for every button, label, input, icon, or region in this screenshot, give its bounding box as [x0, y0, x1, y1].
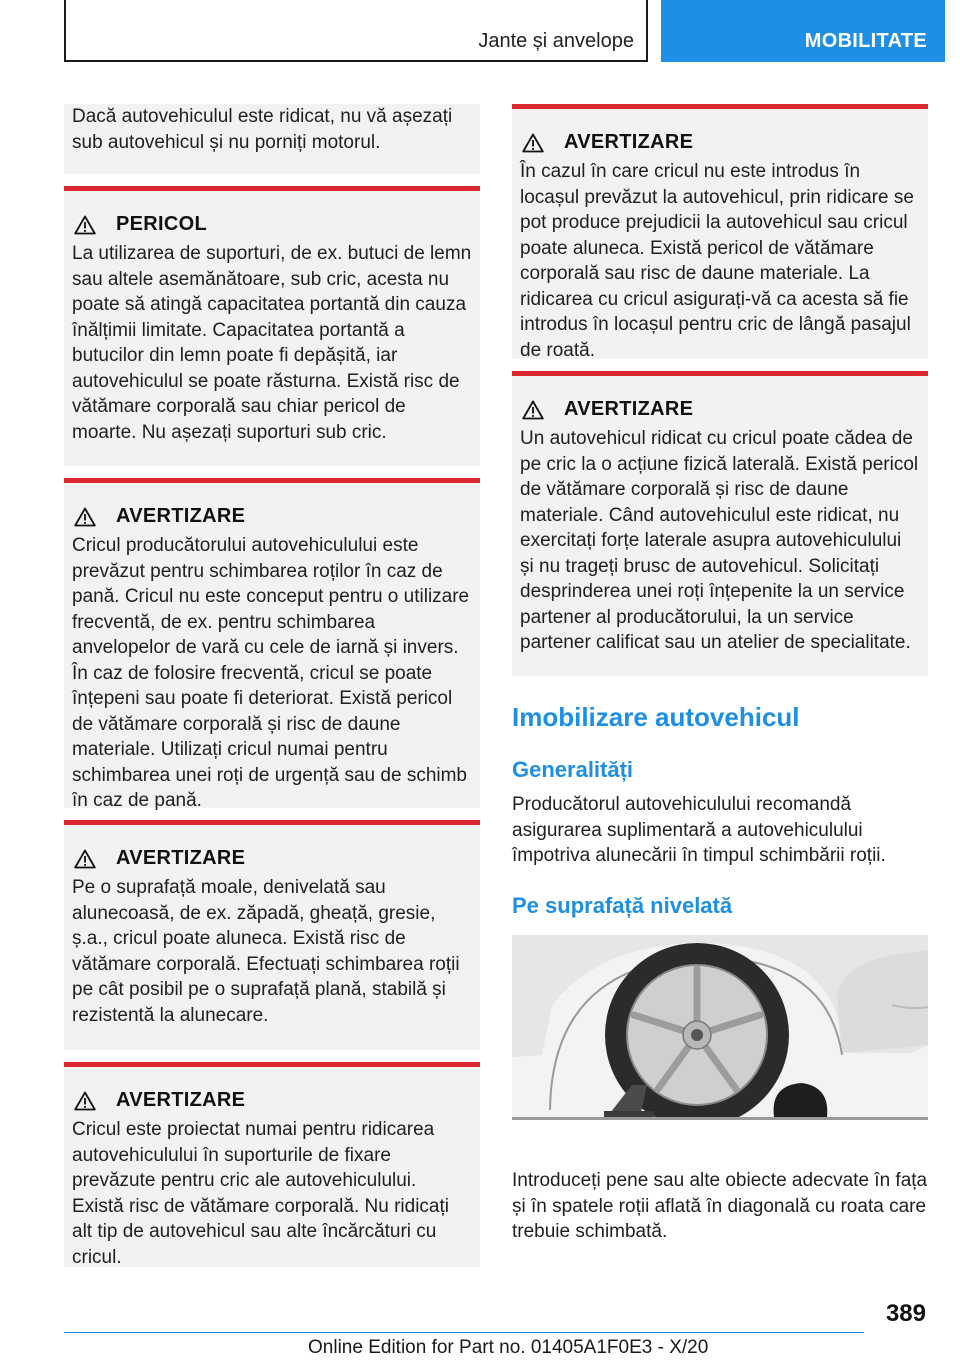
chock-instructions: Introduceți pene sau alte obiecte adecvate în fața și în spatele roții aflată în diagonală cu roata care trebuie schimbată. [512, 1170, 928, 1242]
chapter-title: MOBILITATE [804, 30, 927, 52]
subheading-general: Generalități [512, 757, 634, 782]
box-title-label: AVERTIZARE [116, 505, 246, 527]
section-heading: Imobilizare autovehicul [512, 702, 800, 732]
general-paragraph: Producătorul autovehiculului recomandă asigurarea suplimentară a autovehiculului împotriva alunecării în timpul schimbării roții. [512, 794, 886, 866]
section-title: Jante și anvelope [478, 30, 634, 52]
wheel-chock-illustration [512, 935, 928, 1120]
box-title-label: AVERTIZARE [564, 398, 694, 420]
warning-text: Cricul producătorului autovehiculului este prevăzut pentru schimbarea roților în caz de pană. Cricul nu este conceput pentru o utilizare frecventă, de ex. pentru schimbarea anvelopelor de vară cu cele de iarnă și invers. În caz de folosire frecventă, cricul se poate înțepeni sau poate fi deteriorat. Există pericol de vătămare corporală și risc de daune materiale. Utilizați cricul numai pentru schimbarea unei roți de urgență sau de schimb în caz de pană. [72, 535, 470, 811]
warning-text: Un autovehicul ridicat cu cricul poate cădea de pe cric la o acțiune fizică laterală. Există pericol de vătămare corporală și risc de daune materiale. Când autovehiculul este ridicat, nu exercitați forțe laterale asupra autovehiculului și nu trageți brusc de autovehicul. Solicitați desprinderea unei roți înțepenite la un service partener al producătorului, la un service partener calificat sau un atelier de specialitate. [520, 428, 919, 653]
warning-box-3 [64, 1062, 480, 1267]
warning-title [520, 131, 920, 154]
warning-title [72, 505, 472, 528]
warning-box-2 [64, 820, 480, 1050]
box-title-label: AVERTIZARE [116, 847, 246, 869]
warning-text: În cazul în care cricul nu este introdus în locașul prevăzut la autovehicul, prin ridicare se pot produce prejudicii la autovehicul sau cricul poate aluneca. Există pericol de vătămare corporală sau risc de daune materiale. La ridicarea cu cricul asigurați-vă ca acesta să fie introdus în locașul pentru cric de lângă pasajul de roată. [520, 161, 914, 361]
warning-box-4 [512, 104, 928, 359]
figure-baseline [512, 1118, 928, 1120]
warning-triangle-icon [74, 507, 96, 527]
danger-title [72, 213, 472, 236]
warning-box-1 [64, 478, 480, 811]
warning-text: Cricul este proiectat numai pentru ridicarea autovehiculului în suporturile de fixare prevăzute pentru cric ale autovehiculului. Există risc de vătămare corporală. Nu ridicați alt tip de autovehicul sau alte încărcături cu cricul. [72, 1119, 449, 1268]
intro-text: Dacă autovehiculul este ridicat, nu vă așezați sub autovehicul și nu porniți motorul. [72, 106, 453, 153]
header-section-tab [64, 0, 648, 62]
warning-triangle-icon [74, 849, 96, 869]
intro-note [64, 104, 480, 174]
box-title-label: AVERTIZARE [564, 131, 694, 153]
subheading-level-surface: Pe suprafață nivelată [512, 893, 733, 918]
warning-triangle-icon [522, 133, 544, 153]
warning-title [72, 847, 472, 870]
footer-rule [64, 1332, 864, 1333]
warning-triangle-icon [522, 400, 544, 420]
warning-box-5 [512, 371, 928, 676]
warning-text: Pe o suprafață moale, denivelată sau alunecoasă, de ex. zăpadă, gheață, gresie, ș.a., cricul poate aluneca. Există risc de vătămare corporală. Efectuați schimbarea roții pe cât posibil pe o suprafață plană, stabilă și rezistentă la alunecare. [72, 877, 460, 1026]
danger-box [64, 186, 480, 466]
warning-title [520, 398, 920, 421]
footer-edition: Online Edition for Part no. 01405A1F0E3 - X/20 [308, 1337, 709, 1358]
page-number: 389 [885, 1300, 926, 1327]
box-title-label: AVERTIZARE [116, 1089, 246, 1111]
warning-triangle-icon [74, 215, 96, 235]
warning-triangle-icon [74, 1091, 96, 1111]
box-title-label: PERICOL [116, 213, 207, 235]
header-chapter-tab [661, 0, 945, 62]
warning-title [72, 1089, 472, 1112]
danger-text: La utilizarea de suporturi, de ex. butuci de lemn sau altele asemănătoare, sub cric, acesta nu poate să atingă capacitatea portantă din cauza înălțimii limitate. Capacitatea portantă a butucilor din lemn poate fi depășită, iar autovehiculul se poate răsturna. Există risc de vătămare corporală sau chiar pericol de moarte. Nu așezați suporturi sub cric. [72, 243, 472, 443]
